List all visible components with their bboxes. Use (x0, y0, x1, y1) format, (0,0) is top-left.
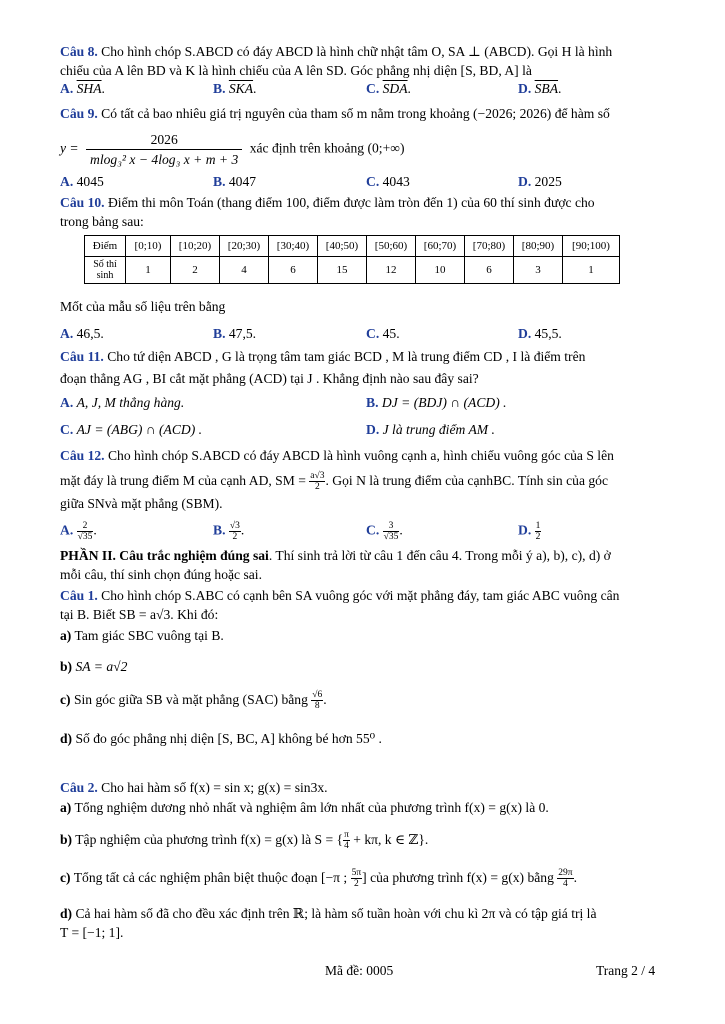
answer-c[interactable]: C. 45. (366, 326, 400, 341)
answer-a[interactable]: A. $\frac{2}{√35}$ . (60, 521, 97, 542)
question-text: Có tất cả bao nhiêu giá trị nguyên của tham số m nằm trong khoảng (−2026; 2026) để hàm số (97, 106, 610, 121)
table-cell: 6 (269, 257, 318, 284)
question-label: Câu 2. (60, 780, 98, 795)
question-12 (60, 446, 666, 465)
answer-row-q8 (60, 81, 666, 100)
table-cell: 6 (465, 257, 514, 284)
part2-question-1: Câu 1. Cho hình chóp S.ABC có cạnh bên SA vuông góc với mặt phẳng đáy, tam giác ABC vuông cân tại B. Biết SB = a√3. Khi đó: (60, 588, 620, 622)
answer-c[interactable]: C. AJ = (ABG) ∩ (ACD) . (60, 422, 203, 437)
table-cell: 2 (171, 257, 220, 284)
table-cell: [40;50) (318, 236, 367, 257)
formula-q9 (60, 130, 666, 169)
question-8 (60, 42, 666, 80)
table-cell: 3 (514, 257, 563, 284)
question-label: Câu 11. (60, 349, 104, 364)
fraction: $\frac{a√3}{2}$ (310, 471, 325, 493)
part2-question-2: Câu 2. Cho hai hàm số f(x) = sin x; g(x) = sin3x. (60, 780, 328, 795)
table-cell: 15 (318, 257, 367, 284)
statement-c[interactable]: c) Sin góc giữa SB và mặt phẳng (SAC) bằng $\frac{√6}{8}$ . (60, 690, 327, 712)
table-cell: 4 (220, 257, 269, 284)
statement-d[interactable]: d) Số đo góc phẳng nhị diện [S, BC, A] không bé hơn 55⁰ . (60, 731, 382, 746)
table-cell: [90;100) (563, 236, 620, 257)
table-row (85, 257, 620, 284)
answer-c[interactable]: C. $\frac{3}{√35}$ . (366, 521, 403, 542)
answer-row-q12 (60, 521, 666, 545)
question-text: chiếu của A lên BD và K là hình chiếu của A lên SD. Góc phẳng nhị diện [S, BD, A] là (60, 63, 532, 78)
answer-a[interactable]: A. 46,5. (60, 326, 104, 341)
table-cell: [80;90) (514, 236, 563, 257)
statement-c[interactable]: c) Tổng tất cả các nghiệm phân biệt thuộc đoạn [−π ; $\frac{5\pi}{2}$ ] của phương trình f(x) = g(x) bằng $\frac{29\pi}{4}$ . (60, 868, 577, 890)
table-cell: [10;20) (171, 236, 220, 257)
answer-b[interactable]: B. 47,5. (213, 326, 257, 341)
answer-a[interactable]: A. 4045 (60, 174, 104, 189)
statement-b[interactable]: b) Tập nghiệm của phương trình f(x) = g(x) là S = { $\frac{\pi}{4}$ + kπ, k ∈ ℤ}. (60, 830, 429, 852)
answer-d[interactable]: D. $\overline{SBA}$. (518, 81, 562, 96)
table-cell: [70;80) (465, 236, 514, 257)
answer-d[interactable]: D. J là trung điểm AM . (366, 422, 495, 437)
question-label: Câu 10. (60, 195, 105, 210)
question-text: Cho hình chóp S.ABCD có đáy ABCD là hình chữ nhật tâm O, SA ⊥ (ABCD). Gọi H là hình (97, 44, 613, 59)
statement-a[interactable]: a) Tam giác SBC vuông tại B. (60, 628, 224, 643)
question-11 (60, 346, 666, 390)
statement-b[interactable]: b) SA = a√2 (60, 659, 128, 674)
answer-b[interactable]: B. $\overline{SKA}$. (213, 81, 257, 96)
answer-row-q11-2 (60, 422, 666, 441)
answer-row-q9 (60, 174, 666, 193)
score-table (84, 235, 620, 284)
table-cell: 10 (416, 257, 465, 284)
question-label: Câu 12. (60, 448, 105, 463)
table-row (85, 236, 620, 257)
page-number: Trang 2 / 4 (596, 963, 656, 978)
answer-c[interactable]: C. $\overline{SDA}$. (366, 81, 411, 96)
question-10 (60, 193, 666, 231)
table-cell: 1 (563, 257, 620, 284)
question-label: Câu 9. (60, 106, 98, 121)
formula-fraction: $\frac{2026}{\text{mlog₃² x − 4log₃ x + m + 3}}$ (86, 130, 242, 169)
answer-d[interactable]: D. 2025 (518, 174, 562, 189)
question-text: Cho hình chóp S.ABCD có đáy ABCD là hình vuông cạnh a, hình chiếu vuông góc của S lên (104, 448, 614, 463)
formula-tail: xác định trên khoảng (0;+∞) (249, 140, 405, 156)
answer-a[interactable]: A. A, J, M thẳng hàng. (60, 395, 185, 410)
question-text: đoạn thẳng AG , BI cắt mặt phẳng (ACD) tại J . Khẳng định nào sau đây sai? (60, 371, 479, 386)
answer-d[interactable]: D. 45,5. (518, 326, 562, 341)
table-header: Số thí sinh (85, 257, 126, 284)
section-title: PHẦN II. Câu trắc nghiệm đúng sai (60, 548, 269, 563)
table-header: Điểm (85, 236, 126, 257)
question-label: Câu 8. (60, 44, 98, 59)
statement-a[interactable]: a) Tổng nghiệm dương nhỏ nhất và nghiệm âm lớn nhất của phương trình f(x) = g(x) là 0. (60, 800, 549, 815)
answer-c[interactable]: C. 4043 (366, 174, 410, 189)
answer-d[interactable]: D. $\frac{1}{2}$ (518, 521, 541, 542)
table-cell: [20;30) (220, 236, 269, 257)
question-label: Câu 1. (60, 588, 98, 603)
exam-code: Mã đề: 0005 (325, 963, 394, 978)
question-text: trong bảng sau: (60, 214, 144, 229)
question-text: Điểm thi môn Toán (thang điểm 100, điểm được làm tròn đến 1) của 60 thí sinh được cho (104, 195, 595, 210)
question-12-line3: giữa SNvà mặt phẳng (SBM). (60, 496, 223, 511)
part-2-header: PHẦN II. Câu trắc nghiệm đúng sai. Thí sinh trả lời từ câu 1 đến câu 4. Trong mỗi ý a), b), c), d) ở mỗi câu, thí sinh chọn đúng hoặc sai. (60, 548, 611, 582)
question-12-line2: mặt đáy là trung điểm M của cạnh AD, SM = $\frac{a√3}{2}$ . Gọi N là trung điểm của cạnhBC. Tính sin của góc (60, 471, 608, 493)
answer-row-q10 (60, 326, 666, 345)
table-cell: [30;40) (269, 236, 318, 257)
table-cell: [50;60) (367, 236, 416, 257)
answer-b[interactable]: B. DJ = (BDJ) ∩ (ACD) . (366, 395, 507, 410)
formula-lhs: y = (60, 140, 79, 156)
question-text: Cho tứ diện ABCD , G là trọng tâm tam giác BCD , M là trung điểm CD , I là điểm trên (103, 349, 586, 364)
statement-d[interactable]: d) Cả hai hàm số đã cho đều xác định trên ℝ; là hàm số tuần hoàn với chu kì 2π và có tập giá trị là T = [−1; 1]. (60, 906, 597, 940)
answer-a[interactable]: A. $\overline{SHA}$. (60, 81, 105, 96)
table-cell: [0;10) (126, 236, 171, 257)
table-cell: 12 (367, 257, 416, 284)
answer-b[interactable]: B. $\frac{√3}{2}$ . (213, 521, 245, 542)
question-9 (60, 104, 666, 123)
question-10-prompt: Mốt của mẫu số liệu trên bằng (60, 299, 226, 314)
table-cell: [60;70) (416, 236, 465, 257)
answer-row-q11-1 (60, 395, 666, 414)
table-cell: 1 (126, 257, 171, 284)
answer-b[interactable]: B. 4047 (213, 174, 257, 189)
